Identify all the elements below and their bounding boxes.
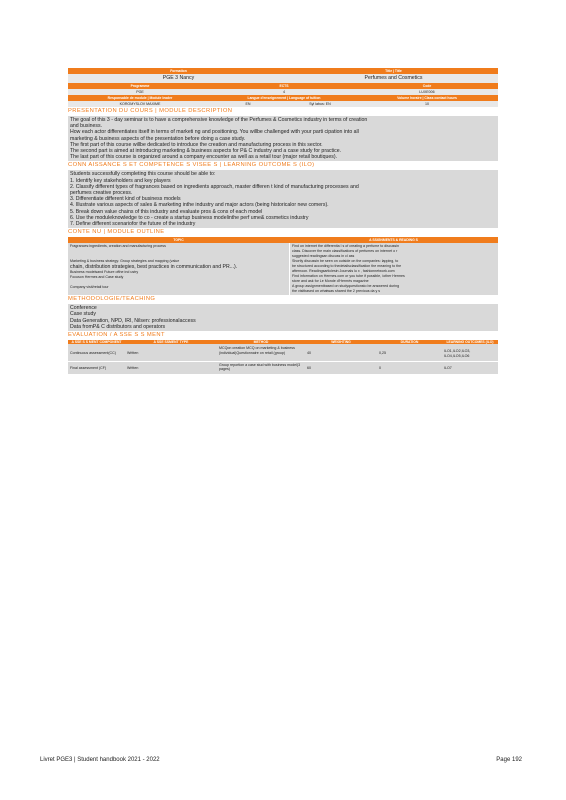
weighting-cell: 60	[307, 365, 311, 370]
topic-line: Marketing & business strategy: Group strategies and mapping (value	[70, 259, 180, 264]
text-line: store and ask for Le Monde d'Hermès magazine	[292, 279, 369, 284]
component-header: A SSE S S MENT COMPONENT	[71, 340, 122, 345]
responsable-label: Responsable de module | Module leader	[68, 95, 212, 101]
text-line: Data fromP& C distributors and operators	[70, 323, 166, 330]
formation-value: PGE 3 Nancy	[68, 74, 289, 83]
evaluation-row	[68, 344, 498, 361]
formation-label: Formation	[68, 68, 289, 74]
duration-header: DURATION	[400, 340, 419, 345]
text-line: Shortly discussin be seen on outside on the companies: lapping, to	[292, 259, 399, 264]
page-number: Page 192	[496, 757, 522, 763]
text-line: afternoon. Readingsarticlesin Journals lu x , fashionnetwork.com	[292, 269, 395, 274]
footer-left: Livret PGE3 | Student handbook 2021 - 2022	[40, 757, 160, 763]
topic-line: chain, distribution strategies, best practices in communication and PR...).	[70, 264, 238, 271]
language-label: Langue d'enseignement | Language of tuition	[212, 95, 356, 101]
presentation-text	[68, 116, 498, 161]
text-line: 7. Define different scenariofor the future of the industry	[70, 221, 196, 228]
text-line: marketing & business aspects of the presentation before doing a case study.	[70, 135, 246, 142]
text-line: Conference	[70, 305, 97, 312]
text-line: The last part of this course is organized around a company encounter as well as a retail tour (major retail boutiques).	[70, 154, 338, 161]
topic-column	[68, 243, 289, 295]
duration-cell: 0,25	[379, 351, 386, 356]
volume-value: 10	[356, 101, 498, 107]
type-cell: Written	[127, 365, 139, 370]
outcomes-header: LEARNING OUTCOMES (ILO)	[446, 340, 494, 345]
component-cell: Continuous assessment(CC)	[70, 351, 116, 356]
method-cell: MCQon creation MCQ on marketing & business (individual)Questionnaire on retail (group)	[219, 346, 295, 355]
evaluation-row	[68, 361, 498, 375]
topic-line: Company visit/retail tour	[70, 285, 109, 290]
text-line: Find information on Hermes.com or you tube if possible, /other Hermes	[292, 274, 405, 279]
topic-line: Focuson Hermes and Case study	[70, 275, 124, 280]
type-cell: Written	[127, 351, 139, 356]
topic-line: Business modelsand Future ofthe ind ustry	[70, 270, 139, 275]
outcomes-cell: ILO7	[444, 365, 452, 370]
language-value: EN	[212, 101, 284, 107]
text-line: class. Discover the main classifications of perfumes on internet o r	[292, 249, 398, 254]
method-cell: Group reportion a case stud with business model(3 pages)	[219, 362, 301, 372]
text-line: The goal of this 3 - day seminar is to have a comprehensive knowledge of the Perfumes & Cosmetics industry in terms of creation	[70, 117, 368, 123]
outline-table	[68, 243, 498, 295]
learning-outcomes-title: CONN AISSANCE S ET COMPETENCE S VISEE S | LEARNING OUTCOME S (ILO)	[68, 162, 315, 169]
type-header: A SSE SSMENT TYPE	[153, 340, 189, 345]
header-row-2	[68, 74, 498, 83]
text-line: The second part is aimed at introducing marketing & business aspects for P& C industry and a case study for practice.	[70, 148, 342, 155]
text-line: 2. Classify different types of fragrances based on ingredients approach, master differen t kind of manufacturing processes and	[70, 183, 359, 190]
weighting-header: WEIGHTING	[331, 340, 351, 345]
programme-label: Programme	[68, 83, 212, 89]
learning-outcomes-text	[68, 170, 498, 228]
text-line: Students successfully completing this course should be able to:	[70, 171, 216, 178]
method-header: METHOD	[253, 340, 269, 345]
outcomes-cell: ILO1,ILO2,ILO3, ILO4,ILO5,ILO6	[444, 349, 471, 358]
syllabus-sheet	[68, 68, 498, 374]
assignments-header: A SSIGNMENTS & READING S	[289, 237, 498, 243]
text-line: The first part of this course willbe dedicated to introduce the creation and manufacturing process in this sector.	[70, 141, 323, 148]
methodology-text	[68, 304, 498, 331]
weighting-cell: 40	[307, 351, 311, 356]
responsable-value: KOROMYSLOV MAXIME	[68, 101, 212, 107]
code-value: LUXE006	[356, 89, 498, 95]
ects-value: 4	[212, 89, 356, 95]
duration-cell: 0	[379, 365, 381, 370]
title-value: Perfumes and Cosmetics	[289, 74, 498, 83]
component-cell: Final assessment (CF)	[70, 365, 107, 370]
text-line: Find on internet the differentia l s of creating a perfume to discussin	[292, 244, 400, 249]
text-line: 5. Break down value chains of this industry and evaluate pros & cons of each model	[70, 208, 263, 215]
syllabus-language: Syl labus: EN	[284, 101, 356, 107]
text-line: perfumes creative process.	[70, 190, 133, 197]
text-line: be structured according to thedetailsclassification the meaning to the	[292, 264, 402, 269]
assignments-column	[289, 243, 498, 295]
code-label: Code	[356, 83, 498, 89]
presentation-title: PRESENTATION DU COURS | MODULE DESCRIPTION	[68, 108, 233, 114]
module-outline-title: CONTE NU | MODULE OUTLINE	[68, 229, 165, 236]
methodology-title: METHODOLOGIE/TEACHING	[68, 296, 156, 303]
text-line: the visitbased on whatwas shared the 2 previous da y s	[292, 289, 381, 294]
text-line: and business.	[70, 123, 103, 130]
text-line: 1. Identify key stakeholders and key players	[70, 177, 171, 184]
topic-line: Fragrances:ingredients, creation and manufacturing process	[70, 244, 166, 249]
text-line: 3. Differentiate different kind of business models	[70, 196, 181, 203]
evaluation-header-row	[68, 340, 498, 344]
text-line: Case study	[70, 311, 96, 318]
programme-value: PGE	[68, 89, 212, 95]
ects-label: ECTS	[212, 83, 356, 89]
text-line: How each actor differentiates itself in terms of marketi ng and positioning. You willbe challenged with your parti cipation into all	[70, 129, 359, 136]
text-line: 4. Illustrate various aspects of sales & marketing inthe industry and major actors (being historicalor new comers).	[70, 202, 329, 209]
title-label: Title | Title	[289, 68, 498, 74]
text-line: A group assignmentbased on studyquestionsto be answered during	[292, 284, 400, 289]
topic-header: TOPIC	[68, 237, 289, 243]
evaluation-title: EVALUATION / A SSE S S MENT	[68, 332, 165, 339]
text-line: 6. Use the moduleknowledge to co - create a startup business modelinthe perf ume& cosmetics industry	[70, 214, 309, 221]
text-line: suggested readingsan discuss in cl ass	[292, 254, 355, 259]
text-line: Data Generation, NPD, IRI, Nilsen: professionalaccess	[70, 317, 196, 324]
volume-label: Volume horaire | Class contact hours	[356, 95, 498, 101]
